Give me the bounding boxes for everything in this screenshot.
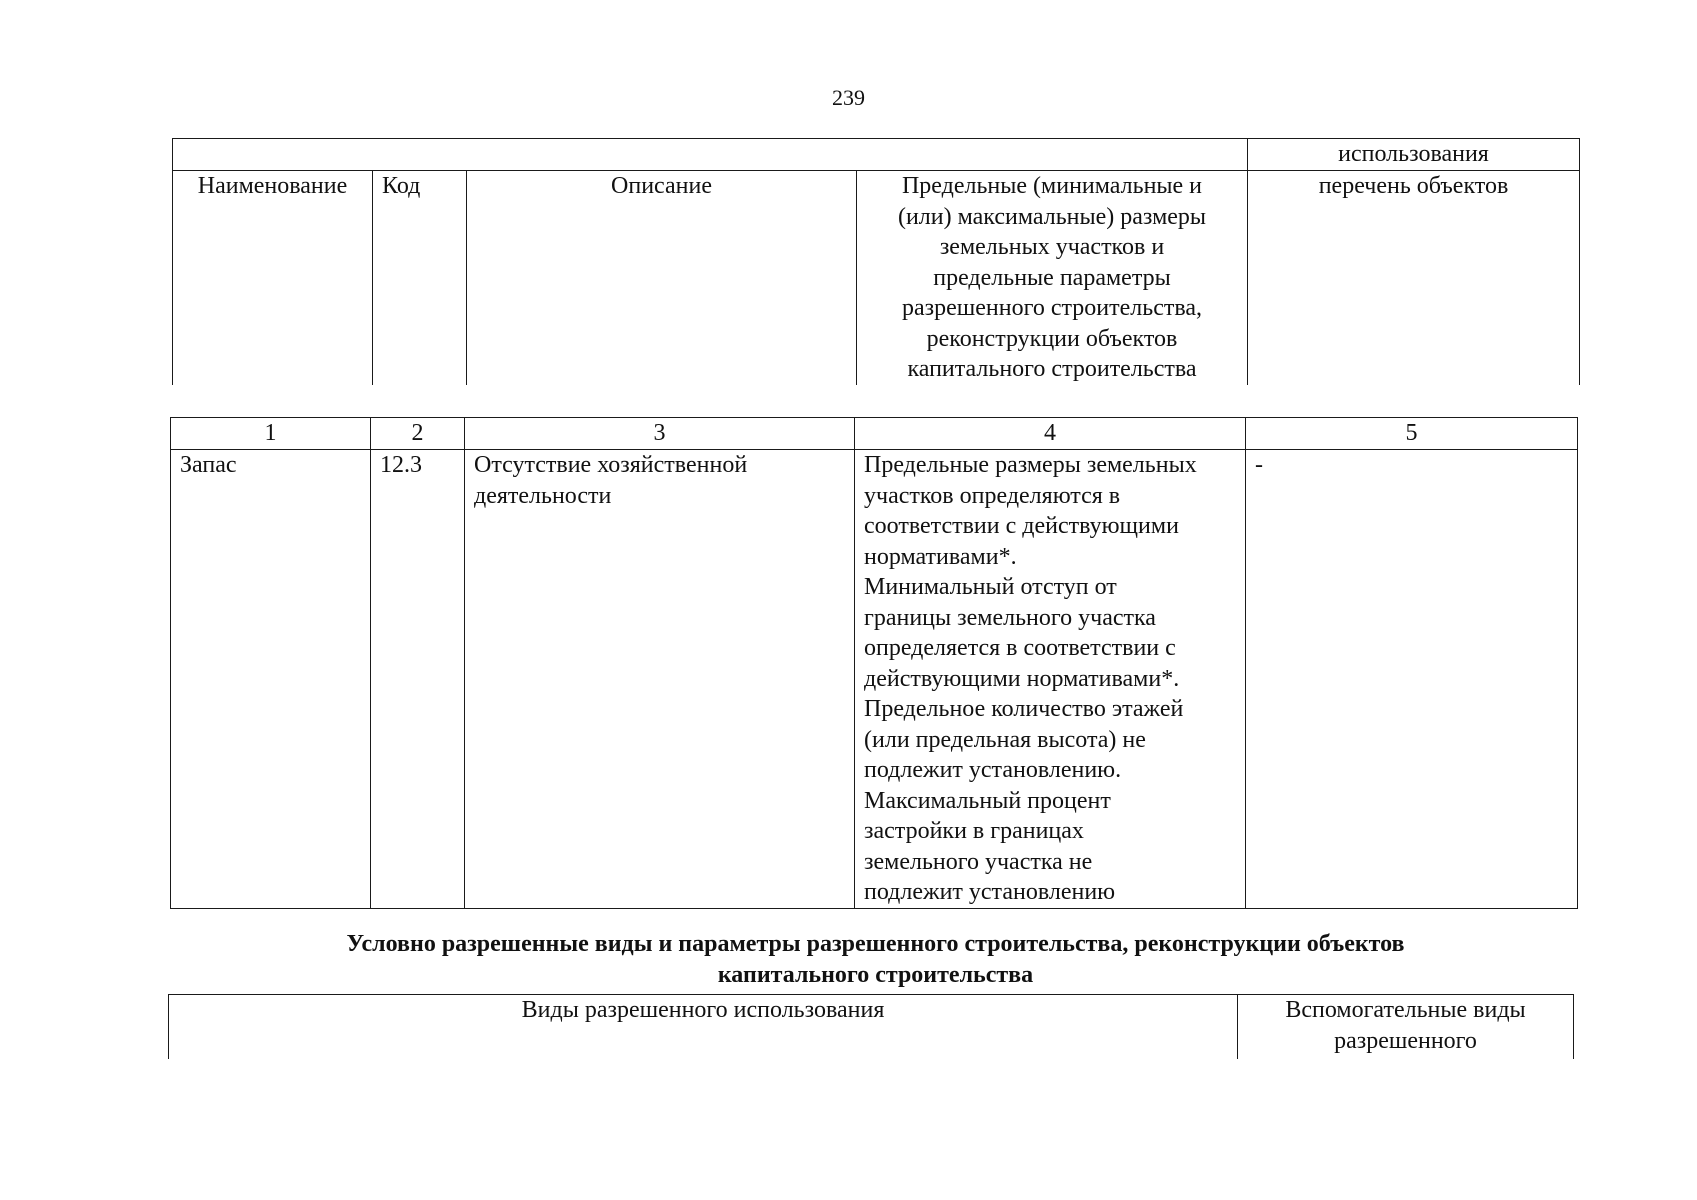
- header-continuation-cell: использования: [1248, 139, 1580, 171]
- header-col-parameters: Предельные (минимальные и (или) максимальные) размеры земельных участков и предельные параметры разрешенного строительства, реконструкции объектов капитального строительства: [857, 171, 1248, 385]
- header-labels-row: [173, 171, 1580, 385]
- next-header-auxiliary-uses: Вспомогательные виды разрешенного: [1238, 995, 1574, 1060]
- header-blank-cell: [173, 139, 1248, 171]
- next-table-header: [168, 994, 1574, 1059]
- header-col-name: Наименование: [173, 171, 373, 385]
- cell-parameters: Предельные размеры земельных участков определяются в соответствии с действующими нормативами*. Минимальный отступ от границы земельного участка определяется в соответствии с действующими нормативами*. Предельное количество этажей (или предельная высота) не подлежит установлению. Максимальный процент застройки в границах земельного участка не подлежит установлению: [855, 450, 1246, 909]
- main-table: [170, 417, 1578, 909]
- cell-name: Запас: [171, 450, 371, 909]
- header-col-objects: перечень объектов: [1248, 171, 1580, 385]
- column-number-3: 3: [465, 418, 855, 450]
- cell-objects: -: [1246, 450, 1578, 909]
- header-col-description: Описание: [467, 171, 857, 385]
- page-number: 239: [832, 85, 865, 110]
- header-continuation-row: [173, 139, 1580, 171]
- cell-description: Отсутствие хозяйственной деятельности: [465, 450, 855, 909]
- section-title: Условно разрешенные виды и параметры разрешенного строительства, реконструкции объектов капитального строительства: [346, 931, 1405, 988]
- column-number-row: [171, 418, 1578, 450]
- header-col-code: Код: [373, 171, 467, 385]
- column-number-1: 1: [171, 418, 371, 450]
- next-header-permitted-uses: Виды разрешенного использования: [169, 995, 1238, 1060]
- column-number-4: 4: [855, 418, 1246, 450]
- table-row: [171, 450, 1578, 909]
- column-number-2: 2: [371, 418, 465, 450]
- column-number-5: 5: [1246, 418, 1578, 450]
- next-table-header-row: [169, 995, 1574, 1060]
- header-table-continuation: [172, 138, 1580, 385]
- cell-code: 12.3: [371, 450, 465, 909]
